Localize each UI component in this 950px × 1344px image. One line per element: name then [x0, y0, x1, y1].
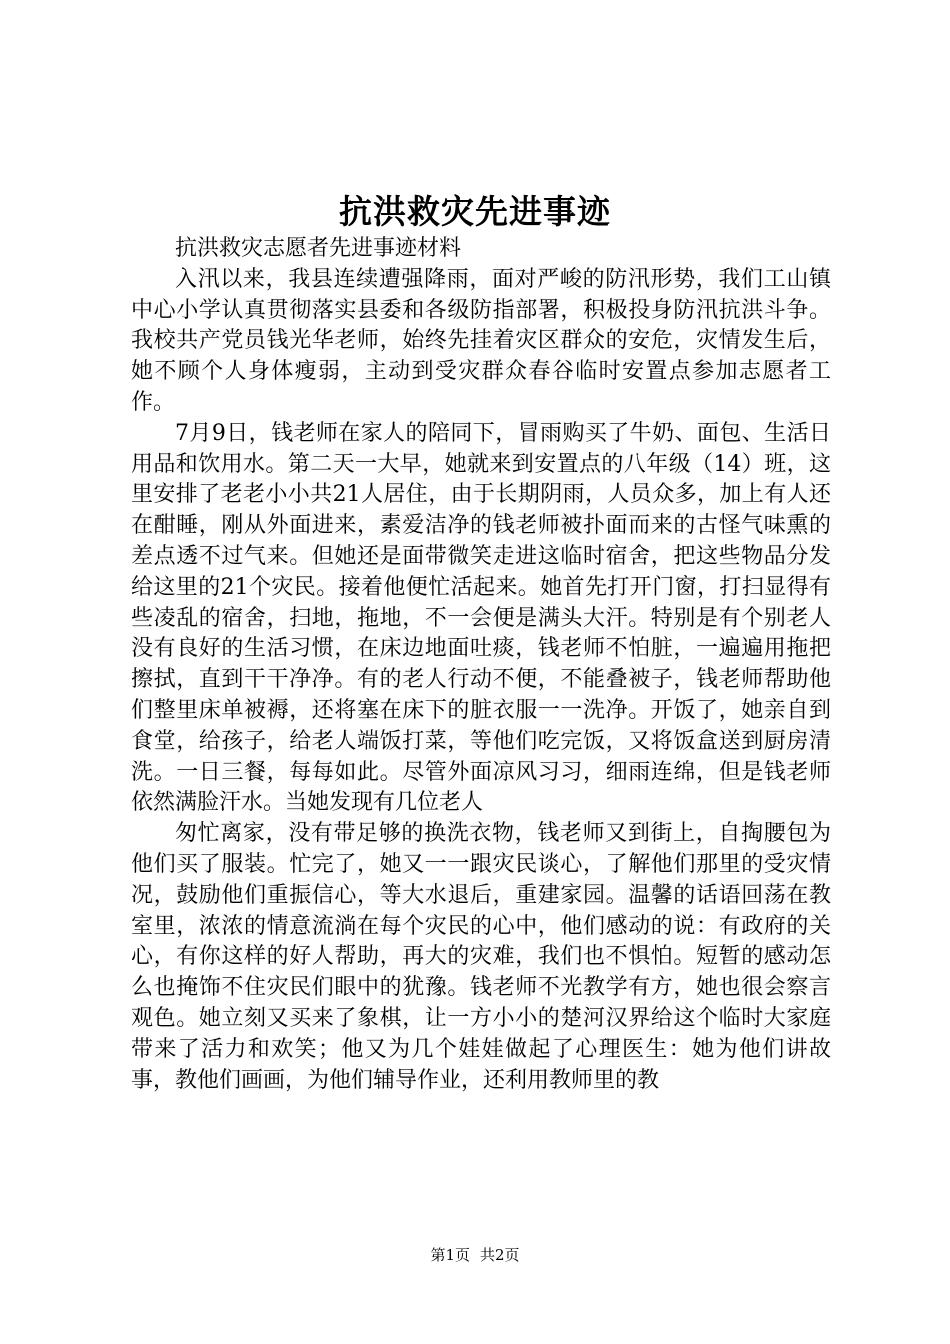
page-total: 共2页: [480, 1246, 520, 1264]
paragraph: 7月9日，钱老师在家人的陪同下，冒雨购买了牛奶、面包、生活日用品和饮用水。第二天一大早，她就来到安置点的八年级（14）班，这里安排了老老小小共21人居住，由于长期阴雨，人员众多，加上有人还在酣睡，刚从外面进来，素爱洁净的钱老师被扑面而来的古怪气味熏的差点透不过气来。但她还是面带微笑走进这临时宿舍，把这些物品分发给这里的21个灾民。接着他便忙活起来。她首先打开门窗，打扫显得有些凌乱的宿舍，扫地，拖地，不一会便是满头大汗。特别是有个别老人没有良好的生活习惯，在床边地面吐痰，钱老师不怕脏，一遍遍用拖把擦拭，直到干干净净。有的老人行动不便，不能叠被子，钱老师帮助他们整里床单被褥，还将塞在床下的脏衣服一一洗净。开饭了，她亲自到食堂，给孩子，给老人端饭打菜，等他们吃完饭，又将饭盒送到厨房清洗。一日三餐，每每如此。尽管外面凉风习习，细雨连绵，但是钱老师依然满脸汗水。当她发现有几位老人: [131, 420, 831, 816]
document-body: [131, 234, 831, 1096]
document-title: 抗洪救灾先进事迹: [339, 192, 611, 231]
page-number: 第1页: [430, 1246, 470, 1264]
page-footer: [0, 1244, 950, 1265]
paragraph-subtitle: 抗洪救灾志愿者先进事迹材料: [175, 236, 462, 261]
paragraph: 入汛以来，我县连续遭强降雨，面对严峻的防汛形势，我们工山镇中心小学认真贯彻落实县委和各级防指部署，积极投身防汛抗洪斗争。我校共产党员钱光华老师，始终先挂着灾区群众的安危，灾情发生后，她不顾个人身体瘦弱，主动到受灾群众春谷临时安置点参加志愿者工作。: [131, 266, 831, 415]
paragraph: 匆忙离家，没有带足够的换洗衣物，钱老师又到街上，自掏腰包为他们买了服装。忙完了，她又一一跟灾民谈心，了解他们那里的受灾情况，鼓励他们重振信心，等大水退后，重建家园。温馨的话语回荡在教室里，浓浓的情意流淌在每个灾民的心中，他们感动的说：有政府的关心，有你这样的好人帮助，再大的灾难，我们也不惧怕。短暂的感动怎么也掩饰不住灾民们眼中的犹豫。钱老师不光教学有方，她也很会察言观色。她立刻又买来了象棋，让一方小小的楚河汉界给这个临时大家庭带来了活力和欢笑；他又为几个娃娃做起了心理医生：她为他们讲故事，教他们画画，为他们辅导作业，还利用教师里的教: [131, 821, 831, 1093]
